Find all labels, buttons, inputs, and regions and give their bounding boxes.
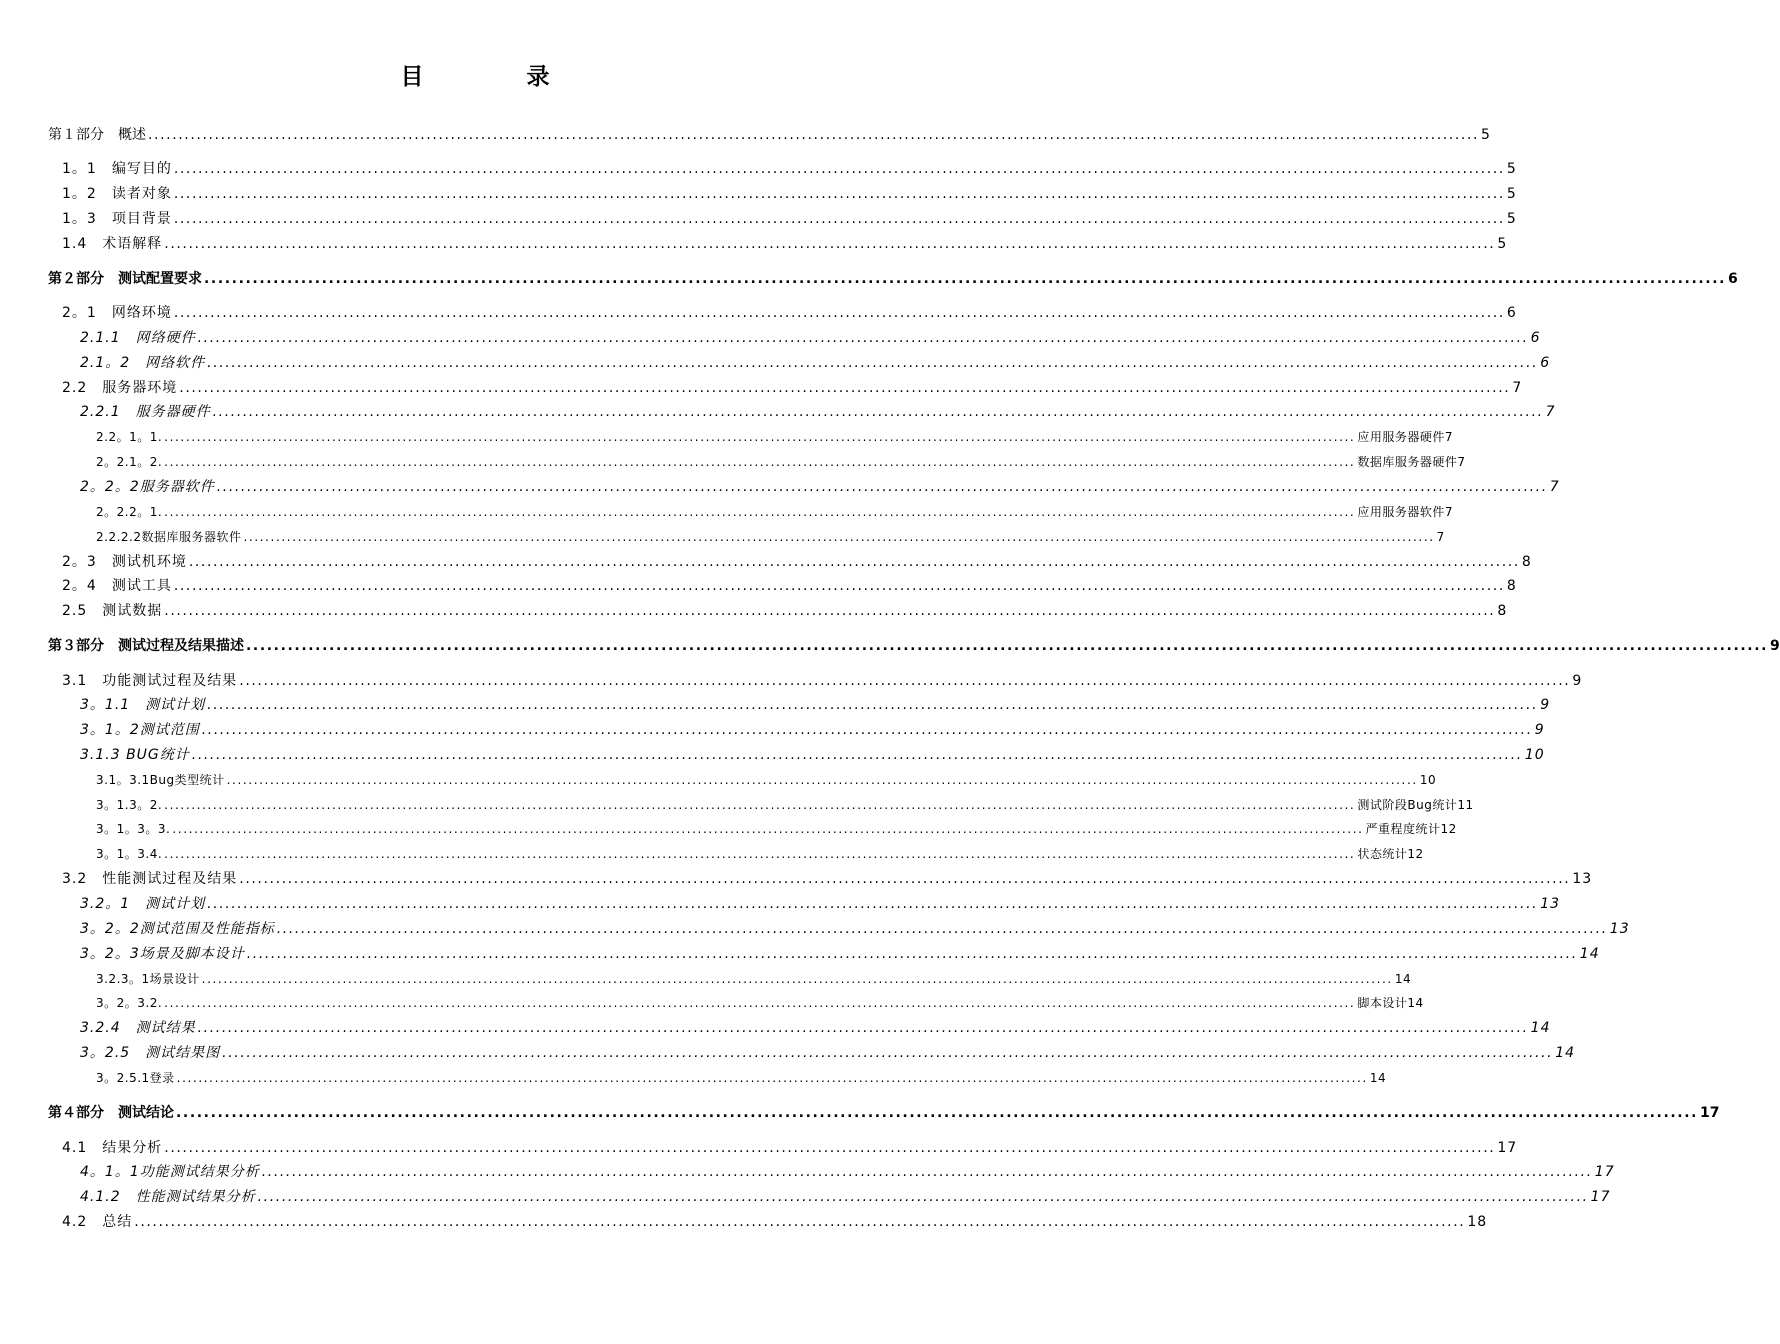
toc-entry[interactable] <box>96 769 1437 791</box>
dot-leader: ............................................................................................................................................................................................................................ <box>164 236 1496 252</box>
dot-leader: ............................................................................................................................................................................................................................ <box>164 1140 1496 1156</box>
toc-entry-page-number: 5 <box>1506 161 1517 177</box>
dot-leader: ............................................................................................................................................................................................................................ <box>173 186 1505 202</box>
toc-entry-page-number: 14 <box>1530 1020 1551 1036</box>
toc-entry-page-number: 7 <box>1545 404 1556 420</box>
toc-entry[interactable] <box>62 302 1517 324</box>
toc-entry-label: 4.1.2 性能测试结果分析 <box>80 1189 256 1205</box>
toc-entry[interactable] <box>96 526 1445 548</box>
toc-entry[interactable] <box>96 426 1453 448</box>
toc-entry-label: 3。2.5.1登录 <box>96 1071 175 1085</box>
toc-entry[interactable] <box>96 968 1412 990</box>
toc-entry-page-number: 14 <box>1555 1045 1576 1061</box>
dot-leader: ............................................................................................................................................................................................................................ <box>173 578 1505 594</box>
dot-leader: ............................................................................................................................................................................................................................ <box>204 271 1727 287</box>
toc-entry-label: 4.1 结果分析 <box>62 1140 163 1156</box>
toc-entry-page-number: 14 <box>1369 1071 1387 1085</box>
toc-entry[interactable] <box>80 694 1551 716</box>
toc-entry-page-number: 13 <box>1540 896 1561 912</box>
toc-entry[interactable] <box>62 575 1517 597</box>
toc-entry[interactable] <box>80 352 1551 374</box>
toc-entry-page-number: 7 <box>1549 479 1560 495</box>
toc-entry[interactable] <box>96 1067 1387 1089</box>
toc-entry-page-number: 6 <box>1540 355 1551 371</box>
dot-leader: ............................................................................................................................................................................................................................ <box>173 305 1505 321</box>
toc-entry-label: 2。4 测试工具 <box>62 578 172 594</box>
toc-title: 目 录 <box>400 64 590 90</box>
dot-leader: ............................................................................................................................................................................................................................ <box>188 554 1520 570</box>
toc-entry-page-number: 状态统计12 <box>1357 847 1424 861</box>
toc-entry-page-number: 测试阶段Bug统计11 <box>1357 798 1474 812</box>
dot-leader: ............................................................................................................................................................................................................................ <box>201 972 1393 986</box>
dot-leader: ............................................................................................................................................................................................................................ <box>239 871 1571 887</box>
toc-entry-label: 2.2.1 服务器硬件 <box>80 404 211 420</box>
toc-entry-page-number: 6 <box>1506 305 1517 321</box>
toc-entry[interactable] <box>96 451 1466 473</box>
dot-leader: ............................................................................................................................................................................................................................ <box>197 330 1529 346</box>
toc-entry-label: 4.2 总结 <box>62 1214 133 1230</box>
dot-leader: ............................................................................................................................................................................................................................ <box>176 1071 1368 1085</box>
toc-entry[interactable] <box>80 918 1630 940</box>
toc-entry[interactable] <box>80 476 1560 498</box>
toc-entry-page-number: 6 <box>1530 330 1541 346</box>
toc-entry-label: 第１部分 概述 <box>48 127 146 143</box>
toc-entry[interactable] <box>62 868 1593 890</box>
toc-entry-label: 4。1。1功能测试结果分析 <box>80 1164 260 1180</box>
toc-entry-page-number: 13 <box>1572 871 1593 887</box>
toc-entry-label: 2.2 服务器环境 <box>62 380 178 396</box>
toc-entry[interactable] <box>62 158 1517 180</box>
toc-entry-label: 2.2.2.2数据库服务器软件 <box>96 530 242 544</box>
toc-entry-page-number: 17 <box>1497 1140 1518 1156</box>
toc-entry-label: 3。2。3.2. <box>96 996 163 1010</box>
dot-leader: ............................................................................................................................................................................................................................ <box>164 798 1356 812</box>
toc-entry[interactable] <box>48 1102 1720 1124</box>
dot-leader: ............................................................................................................................................................................................................................ <box>173 161 1505 177</box>
dot-leader: ............................................................................................................................................................................................................................ <box>164 847 1356 861</box>
dot-leader: ............................................................................................................................................................................................................................ <box>164 455 1356 469</box>
toc-entry-page-number: 9 <box>1540 697 1551 713</box>
toc-entry[interactable] <box>80 943 1600 965</box>
toc-entry-page-number: 10 <box>1419 773 1437 787</box>
dot-leader: ............................................................................................................................................................................................................................ <box>246 638 1769 654</box>
toc-entry-label: 2。2.2。1. <box>96 505 163 519</box>
toc-entry[interactable] <box>80 1042 1576 1064</box>
toc-entry-label: 1。3 项目背景 <box>62 211 172 227</box>
dot-leader: ............................................................................................................................................................................................................................ <box>191 747 1523 763</box>
dot-leader: ............................................................................................................................................................................................................................ <box>134 1214 1466 1230</box>
dot-leader: ............................................................................................................................................................................................................................ <box>222 1045 1554 1061</box>
dot-leader: ............................................................................................................................................................................................................................ <box>176 1105 1699 1121</box>
toc-entry-label: 1。1 编写目的 <box>62 161 172 177</box>
toc-entry-label: 3。2.5 测试结果图 <box>80 1045 221 1061</box>
toc-entry-page-number: 5 <box>1481 127 1490 143</box>
toc-entry-label: 2。3 测试机环境 <box>62 554 187 570</box>
toc-entry-page-number: 18 <box>1467 1214 1488 1230</box>
dot-leader: ............................................................................................................................................................................................................................ <box>148 127 1480 143</box>
toc-entry-label: 3。1。3。3. <box>96 822 171 836</box>
toc-entry-page-number: 应用服务器硬件7 <box>1357 430 1453 444</box>
toc-entry-page-number: 7 <box>1512 380 1523 396</box>
toc-entry[interactable] <box>48 124 1490 146</box>
toc-entry[interactable] <box>80 1161 1615 1183</box>
toc-entry-page-number: 17 <box>1700 1105 1720 1121</box>
toc-entry-page-number: 9 <box>1534 722 1545 738</box>
toc-entry-label: 2.1。2 网络软件 <box>80 355 206 371</box>
toc-entry-page-number: 17 <box>1590 1189 1611 1205</box>
dot-leader: ............................................................................................................................................................................................................................ <box>207 697 1539 713</box>
dot-leader: ............................................................................................................................................................................................................................ <box>276 921 1608 937</box>
toc-entry[interactable] <box>62 670 1583 692</box>
toc-entry[interactable] <box>96 992 1424 1014</box>
toc-entry[interactable] <box>48 268 1738 290</box>
toc-entry-label: 第２部分 测试配置要求 <box>48 271 202 287</box>
dot-leader: ............................................................................................................................................................................................................................ <box>179 380 1511 396</box>
toc-entry-label: 3。1。2测试范围 <box>80 722 200 738</box>
toc-entry[interactable] <box>62 551 1532 573</box>
toc-entry-page-number: 应用服务器软件7 <box>1357 505 1453 519</box>
toc-entry-page-number: 13 <box>1609 921 1630 937</box>
dot-leader: ............................................................................................................................................................................................................................ <box>172 822 1364 836</box>
toc-entry[interactable] <box>80 893 1561 915</box>
toc-entry-label: 2。2.1。2. <box>96 455 163 469</box>
toc-entry-label: 3。1.3。2. <box>96 798 163 812</box>
toc-entry-page-number: 9 <box>1770 638 1780 654</box>
toc-entry-label: 第３部分 测试过程及结果描述 <box>48 638 244 654</box>
toc-entry-page-number: 5 <box>1506 186 1517 202</box>
dot-leader: ............................................................................................................................................................................................................................ <box>164 505 1356 519</box>
dot-leader: ............................................................................................................................................................................................................................ <box>261 1164 1593 1180</box>
toc-entry[interactable] <box>62 208 1517 230</box>
toc-entry[interactable] <box>80 401 1556 423</box>
toc-entry-label: 3。2。2测试范围及性能指标 <box>80 921 275 937</box>
toc-entry[interactable] <box>80 1017 1551 1039</box>
dot-leader: ............................................................................................................................................................................................................................ <box>243 530 1435 544</box>
toc-entry[interactable] <box>48 635 1780 657</box>
dot-leader: ............................................................................................................................................................................................................................ <box>212 404 1544 420</box>
toc-entry[interactable] <box>62 1211 1488 1233</box>
dot-leader: ............................................................................................................................................................................................................................ <box>239 673 1571 689</box>
dot-leader: ............................................................................................................................................................................................................................ <box>216 479 1548 495</box>
dot-leader: ............................................................................................................................................................................................................................ <box>173 211 1505 227</box>
toc-entry-page-number: 5 <box>1497 236 1508 252</box>
toc-entry[interactable] <box>62 600 1508 622</box>
dot-leader: ............................................................................................................................................................................................................................ <box>164 430 1356 444</box>
toc-entry[interactable] <box>80 327 1541 349</box>
toc-entry-page-number: 10 <box>1524 747 1545 763</box>
toc-entry-page-number: 17 <box>1594 1164 1615 1180</box>
dot-leader: ............................................................................................................................................................................................................................ <box>257 1189 1589 1205</box>
dot-leader: ............................................................................................................................................................................................................................ <box>207 896 1539 912</box>
toc-entry-page-number: 8 <box>1506 578 1517 594</box>
toc-entry[interactable] <box>80 719 1545 741</box>
toc-entry-label: 2.5 测试数据 <box>62 603 163 619</box>
toc-entry-label: 3.2 性能测试过程及结果 <box>62 871 238 887</box>
dot-leader: ............................................................................................................................................................................................................................ <box>226 773 1418 787</box>
dot-leader: ............................................................................................................................................................................................................................ <box>164 603 1496 619</box>
toc-entry-label: 3。1。3.4. <box>96 847 163 861</box>
toc-entry-label: 2。1 网络环境 <box>62 305 172 321</box>
toc-entry[interactable] <box>62 233 1508 255</box>
toc-entry-page-number: 9 <box>1572 673 1583 689</box>
toc-entry[interactable] <box>62 377 1523 399</box>
dot-leader: ............................................................................................................................................................................................................................ <box>201 722 1533 738</box>
toc-entry-page-number: 8 <box>1521 554 1532 570</box>
toc-entry-label: 第４部分 测试结论 <box>48 1105 174 1121</box>
toc-entry-page-number: 8 <box>1497 603 1508 619</box>
toc-entry-label: 3.1.3 BUG统计 <box>80 747 190 763</box>
toc-entry-label: 1.4 术语解释 <box>62 236 163 252</box>
toc-entry[interactable] <box>80 744 1545 766</box>
toc-entry-page-number: 7 <box>1436 530 1445 544</box>
toc-entry-page-number: 严重程度统计12 <box>1365 822 1457 836</box>
dot-leader: ............................................................................................................................................................................................................................ <box>207 355 1539 371</box>
toc-entry-label: 2.1.1 网络硬件 <box>80 330 196 346</box>
toc-entry-label: 3.2。1 测试计划 <box>80 896 206 912</box>
toc-entry-label: 2。2。2服务器软件 <box>80 479 215 495</box>
toc-entry[interactable] <box>96 818 1457 840</box>
toc-entry-label: 3。1.1 测试计划 <box>80 697 206 713</box>
toc-entry-page-number: 14 <box>1579 946 1600 962</box>
toc-entry[interactable] <box>96 501 1453 523</box>
toc-entry-label: 1。2 读者对象 <box>62 186 172 202</box>
toc-entry-page-number: 6 <box>1728 271 1738 287</box>
toc-entry-page-number: 脚本设计14 <box>1357 996 1424 1010</box>
toc-entry-label: 2.2。1。1. <box>96 430 163 444</box>
dot-leader: ............................................................................................................................................................................................................................ <box>164 996 1356 1010</box>
toc-entry-page-number: 14 <box>1394 972 1412 986</box>
toc-entry[interactable] <box>62 183 1517 205</box>
toc-entry[interactable] <box>62 1137 1518 1159</box>
toc-entry-label: 3.2.3。1场景设计 <box>96 972 200 986</box>
toc-entry-label: 3.2.4 测试结果 <box>80 1020 196 1036</box>
toc-entry-label: 3。2。3场景及脚本设计 <box>80 946 245 962</box>
toc-entry-label: 3.1 功能测试过程及结果 <box>62 673 238 689</box>
toc-entry[interactable] <box>96 843 1424 865</box>
toc-entry-page-number: 数据库服务器硬件7 <box>1357 455 1466 469</box>
toc-entry[interactable] <box>96 794 1474 816</box>
toc-entry-label: 3.1。3.1Bug类型统计 <box>96 773 225 787</box>
toc-entry[interactable] <box>80 1186 1611 1208</box>
toc-entry-page-number: 5 <box>1506 211 1517 227</box>
dot-leader: ............................................................................................................................................................................................................................ <box>197 1020 1529 1036</box>
dot-leader: ............................................................................................................................................................................................................................ <box>246 946 1578 962</box>
